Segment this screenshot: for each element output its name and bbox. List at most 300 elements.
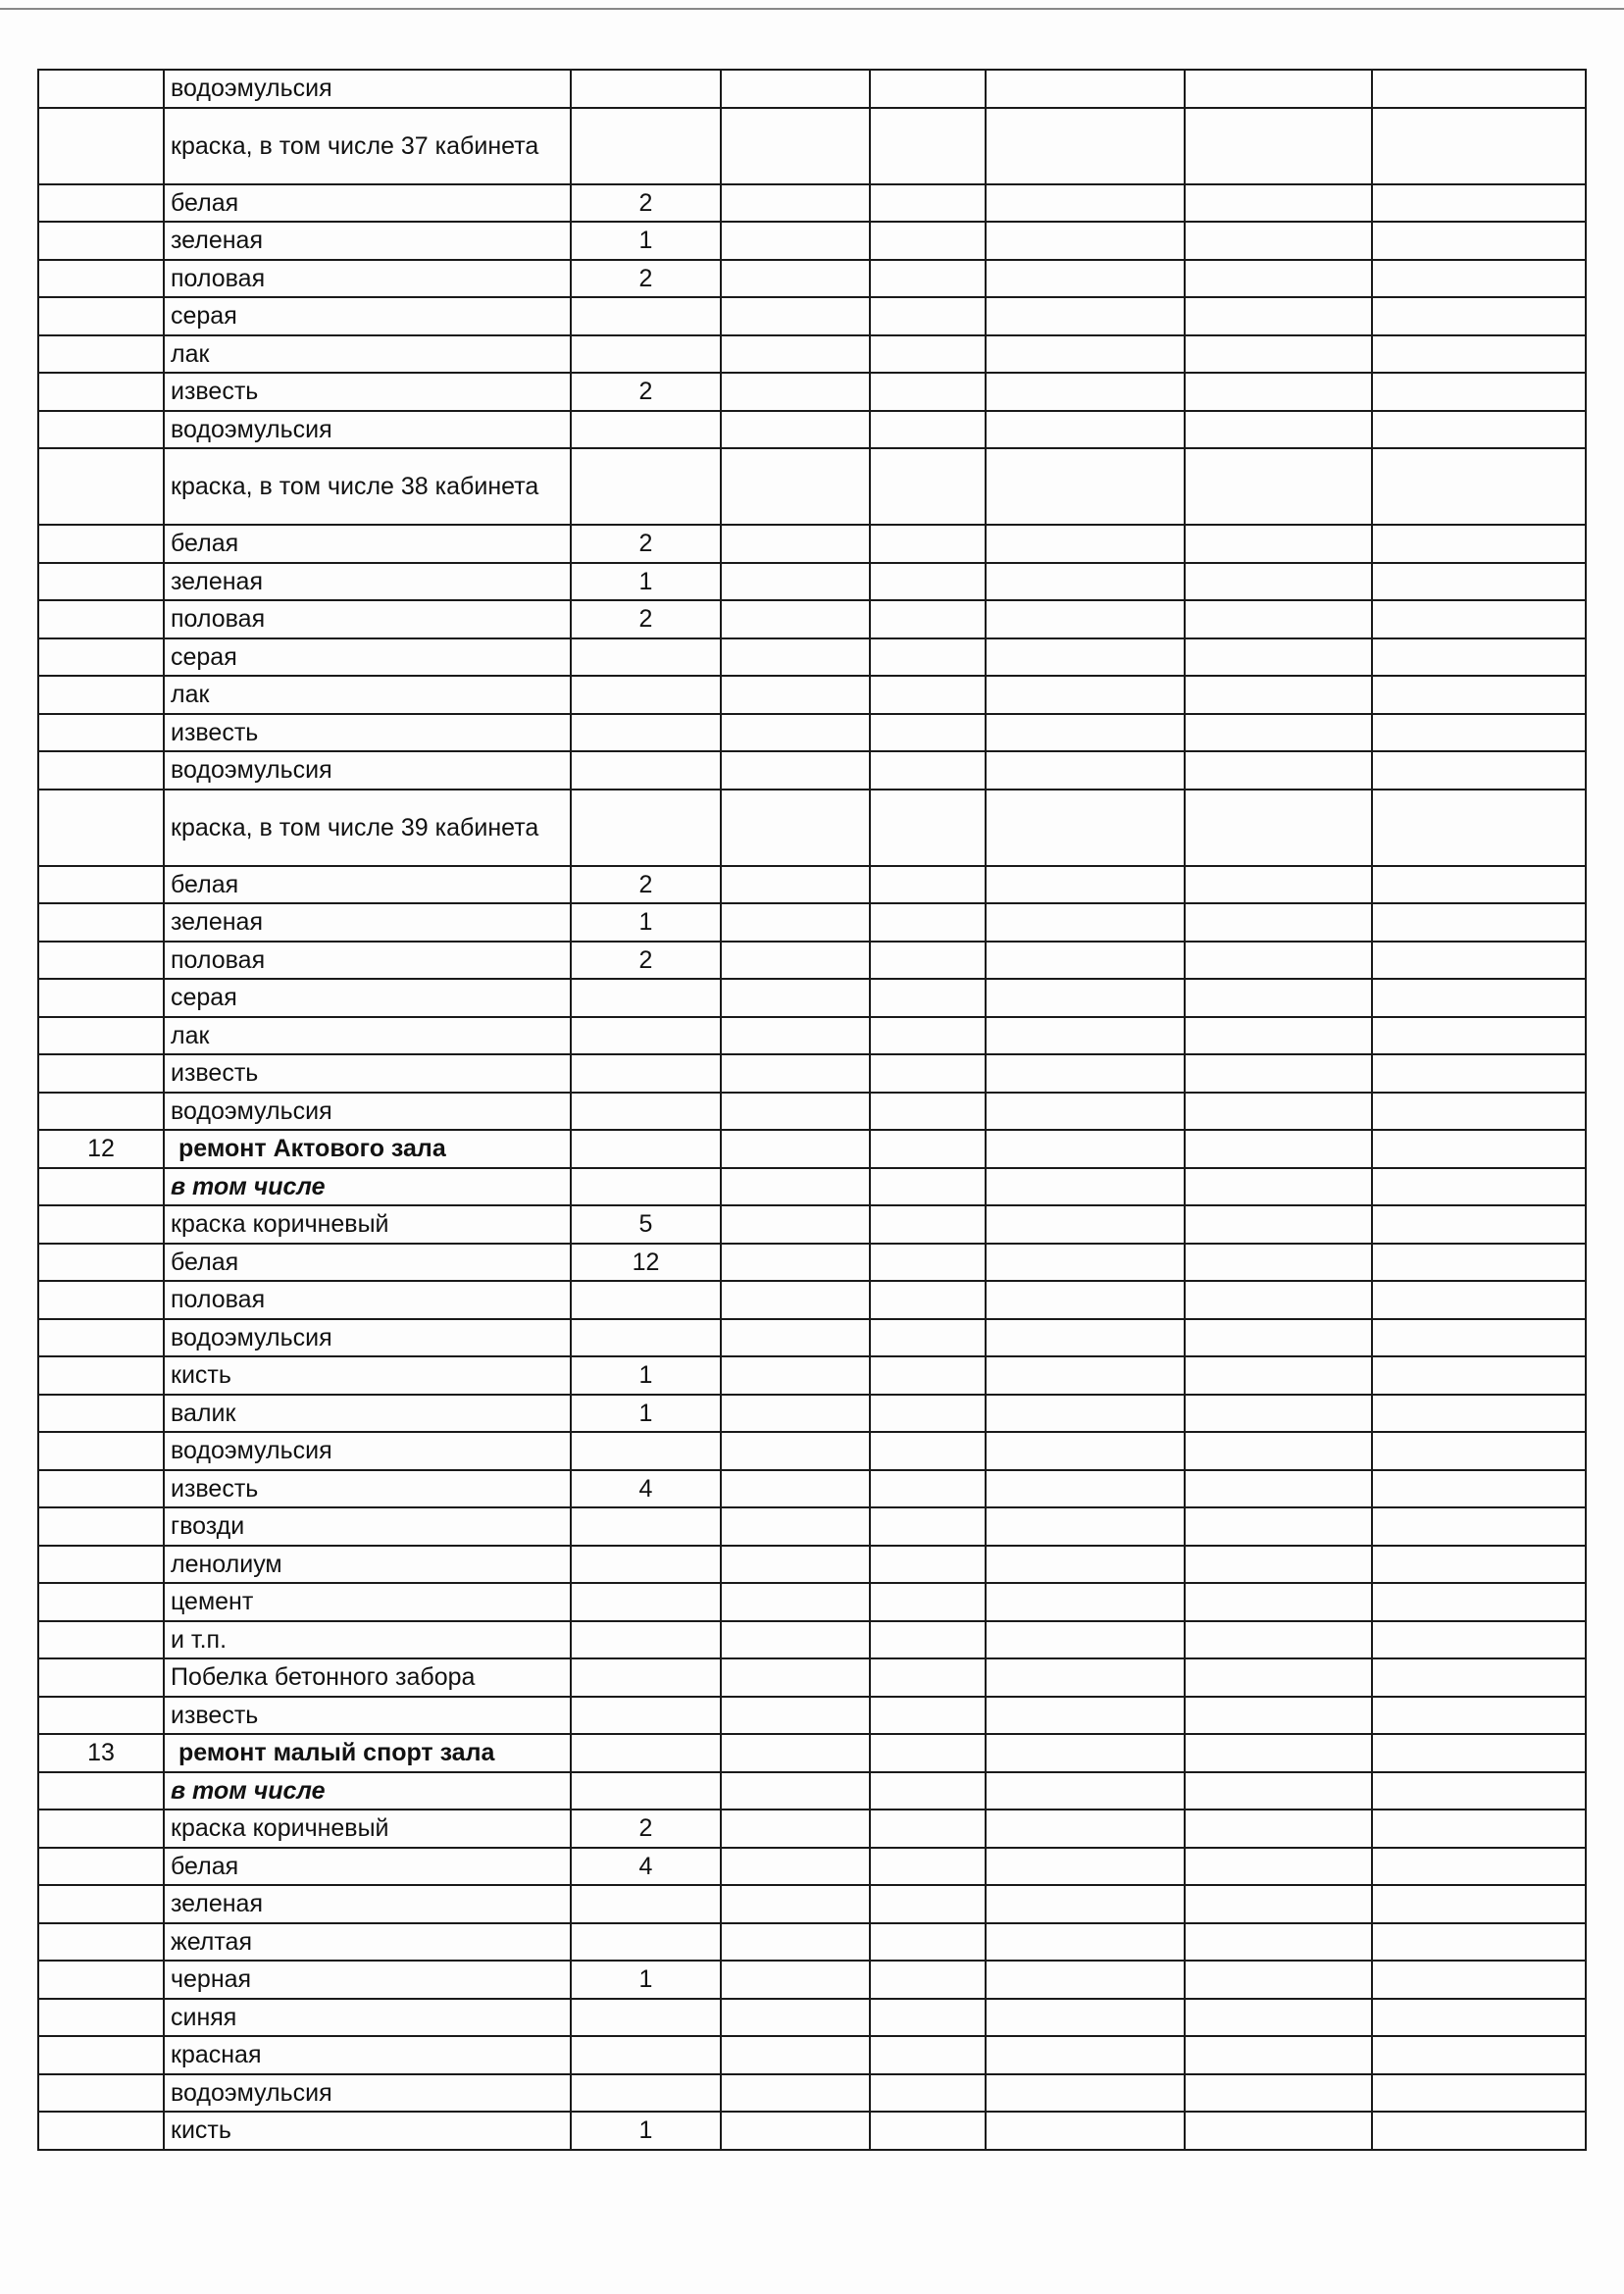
empty-cell — [986, 942, 1185, 980]
table-row — [38, 1432, 1586, 1470]
empty-cell — [1185, 184, 1372, 223]
empty-cell — [870, 373, 986, 411]
item-number-cell — [38, 335, 164, 374]
empty-cell — [1372, 903, 1586, 942]
quantity-cell — [571, 1054, 721, 1093]
quantity-cell — [571, 979, 721, 1017]
empty-cell — [1372, 1395, 1586, 1433]
item-number-cell — [38, 373, 164, 411]
table-row — [38, 1961, 1586, 1999]
table-row — [38, 335, 1586, 374]
item-number-cell — [38, 866, 164, 904]
empty-cell — [721, 1697, 870, 1735]
quantity-cell: 2 — [571, 866, 721, 904]
empty-cell — [1372, 1734, 1586, 1772]
item-name-cell: зеленая — [164, 903, 571, 942]
empty-cell — [721, 2074, 870, 2113]
empty-cell — [870, 600, 986, 638]
quantity-cell: 1 — [571, 222, 721, 260]
table-row — [38, 866, 1586, 904]
item-name-cell: ленолиум — [164, 1546, 571, 1584]
empty-cell — [1185, 1658, 1372, 1697]
empty-cell — [1185, 411, 1372, 449]
empty-cell — [1372, 1356, 1586, 1395]
empty-cell — [986, 1697, 1185, 1735]
empty-cell — [721, 790, 870, 866]
table-row — [38, 751, 1586, 790]
table-row — [38, 108, 1586, 184]
empty-cell — [870, 1961, 986, 1999]
table-row — [38, 638, 1586, 677]
empty-cell — [986, 1205, 1185, 1244]
item-number-cell — [38, 1054, 164, 1093]
quantity-cell: 1 — [571, 903, 721, 942]
empty-cell — [870, 1205, 986, 1244]
empty-cell — [721, 222, 870, 260]
quantity-cell: 1 — [571, 1395, 721, 1433]
empty-cell — [986, 1583, 1185, 1621]
quantity-cell — [571, 1621, 721, 1659]
empty-cell — [870, 563, 986, 601]
item-name-cell: известь — [164, 1470, 571, 1508]
empty-cell — [721, 638, 870, 677]
empty-cell — [721, 1093, 870, 1131]
item-name-cell: белая — [164, 1848, 571, 1886]
empty-cell — [721, 448, 870, 525]
empty-cell — [870, 1093, 986, 1131]
empty-cell — [721, 260, 870, 298]
empty-cell — [1372, 942, 1586, 980]
item-name-cell: серая — [164, 297, 571, 335]
empty-cell — [1372, 676, 1586, 714]
table-row — [38, 411, 1586, 449]
empty-cell — [870, 1017, 986, 1055]
empty-cell — [986, 2036, 1185, 2074]
empty-cell — [1372, 751, 1586, 790]
empty-cell — [721, 1734, 870, 1772]
quantity-cell — [571, 1658, 721, 1697]
item-name-cell: зеленая — [164, 1885, 571, 1923]
empty-cell — [1372, 1470, 1586, 1508]
item-name-cell: серая — [164, 979, 571, 1017]
empty-cell — [870, 1319, 986, 1357]
empty-cell — [986, 260, 1185, 298]
empty-cell — [1185, 1697, 1372, 1735]
empty-cell — [1372, 70, 1586, 108]
empty-cell — [721, 297, 870, 335]
empty-cell — [1185, 1244, 1372, 1282]
item-number-cell — [38, 1432, 164, 1470]
empty-cell — [870, 866, 986, 904]
item-number-cell — [38, 1168, 164, 1206]
empty-cell — [870, 1546, 986, 1584]
empty-cell — [986, 751, 1185, 790]
empty-cell — [1185, 600, 1372, 638]
table-row — [38, 1054, 1586, 1093]
item-name-cell: водоэмульсия — [164, 1093, 571, 1131]
empty-cell — [1372, 373, 1586, 411]
item-name-cell: краска коричневый — [164, 1205, 571, 1244]
empty-cell — [870, 1507, 986, 1546]
item-name-cell: водоэмульсия — [164, 70, 571, 108]
empty-cell — [1185, 1507, 1372, 1546]
item-number-cell — [38, 638, 164, 677]
empty-cell — [721, 979, 870, 1017]
empty-cell — [870, 1470, 986, 1508]
empty-cell — [1372, 1205, 1586, 1244]
table-row — [38, 903, 1586, 942]
item-number-cell — [38, 1697, 164, 1735]
item-name-cell: в том числе — [164, 1168, 571, 1206]
empty-cell — [1185, 260, 1372, 298]
table-row — [38, 1697, 1586, 1735]
item-name-cell: лак — [164, 676, 571, 714]
empty-cell — [870, 1810, 986, 1848]
empty-cell — [1185, 373, 1372, 411]
empty-cell — [1372, 600, 1586, 638]
empty-cell — [986, 1356, 1185, 1395]
item-number-cell — [38, 1319, 164, 1357]
item-number-cell — [38, 1923, 164, 1962]
table-row — [38, 1810, 1586, 1848]
item-number-cell — [38, 1546, 164, 1584]
empty-cell — [721, 942, 870, 980]
empty-cell — [1185, 714, 1372, 752]
item-name-cell: краска коричневый — [164, 1810, 571, 1848]
table-row — [38, 1583, 1586, 1621]
empty-cell — [1372, 1848, 1586, 1886]
quantity-cell — [571, 638, 721, 677]
quantity-cell — [571, 1772, 721, 1810]
empty-cell — [870, 1848, 986, 1886]
empty-cell — [870, 184, 986, 223]
empty-cell — [1372, 1658, 1586, 1697]
empty-cell — [870, 1281, 986, 1319]
empty-cell — [1185, 1810, 1372, 1848]
empty-cell — [870, 1658, 986, 1697]
empty-cell — [986, 866, 1185, 904]
item-name-cell: водоэмульсия — [164, 411, 571, 449]
item-name-cell: половая — [164, 1281, 571, 1319]
empty-cell — [721, 1848, 870, 1886]
empty-cell — [1372, 1961, 1586, 1999]
empty-cell — [721, 411, 870, 449]
empty-cell — [870, 1583, 986, 1621]
empty-cell — [721, 1621, 870, 1659]
empty-cell — [986, 1923, 1185, 1962]
quantity-cell — [571, 1885, 721, 1923]
quantity-cell — [571, 1583, 721, 1621]
item-name-cell: белая — [164, 525, 571, 563]
empty-cell — [986, 1281, 1185, 1319]
empty-cell — [1185, 1093, 1372, 1131]
empty-cell — [870, 979, 986, 1017]
empty-cell — [721, 600, 870, 638]
empty-cell — [721, 1961, 870, 1999]
empty-cell — [1372, 184, 1586, 223]
table-row — [38, 979, 1586, 1017]
item-name-cell: зеленая — [164, 222, 571, 260]
empty-cell — [721, 1168, 870, 1206]
item-name-cell: известь — [164, 373, 571, 411]
table-row — [38, 1621, 1586, 1659]
empty-cell — [986, 1734, 1185, 1772]
empty-cell — [870, 751, 986, 790]
item-name-cell: известь — [164, 714, 571, 752]
empty-cell — [1185, 1205, 1372, 1244]
empty-cell — [1372, 563, 1586, 601]
empty-cell — [1372, 2112, 1586, 2150]
empty-cell — [721, 1017, 870, 1055]
empty-cell — [1185, 638, 1372, 677]
item-name-cell: лак — [164, 1017, 571, 1055]
table-row — [38, 1356, 1586, 1395]
quantity-cell: 4 — [571, 1848, 721, 1886]
item-number-cell — [38, 260, 164, 298]
quantity-cell — [571, 790, 721, 866]
empty-cell — [1372, 2074, 1586, 2113]
empty-cell — [1372, 979, 1586, 1017]
item-name-cell: цемент — [164, 1583, 571, 1621]
empty-cell — [870, 1923, 986, 1962]
empty-cell — [870, 1054, 986, 1093]
quantity-cell — [571, 335, 721, 374]
empty-cell — [1372, 1507, 1586, 1546]
item-name-cell: водоэмульсия — [164, 751, 571, 790]
empty-cell — [986, 1961, 1185, 1999]
quantity-cell — [571, 1130, 721, 1168]
item-number-cell — [38, 70, 164, 108]
empty-cell — [870, 1885, 986, 1923]
item-name-cell: водоэмульсия — [164, 1432, 571, 1470]
table-row — [38, 1205, 1586, 1244]
empty-cell — [1372, 1621, 1586, 1659]
empty-cell — [870, 1130, 986, 1168]
empty-cell — [1372, 525, 1586, 563]
empty-cell — [721, 1658, 870, 1697]
empty-cell — [721, 2112, 870, 2150]
item-number-cell — [38, 751, 164, 790]
quantity-cell — [571, 1281, 721, 1319]
empty-cell — [986, 297, 1185, 335]
empty-cell — [1185, 866, 1372, 904]
empty-cell — [1185, 448, 1372, 525]
empty-cell — [1372, 714, 1586, 752]
empty-cell — [1185, 790, 1372, 866]
empty-cell — [1372, 335, 1586, 374]
empty-cell — [986, 1999, 1185, 2037]
quantity-cell — [571, 751, 721, 790]
table-row — [38, 1168, 1586, 1206]
empty-cell — [721, 1772, 870, 1810]
item-name-cell: краска, в том числе 37 кабинета — [164, 108, 571, 184]
empty-cell — [721, 1583, 870, 1621]
empty-cell — [870, 335, 986, 374]
table-row — [38, 70, 1586, 108]
empty-cell — [870, 1432, 986, 1470]
empty-cell — [721, 1810, 870, 1848]
empty-cell — [1185, 1734, 1372, 1772]
empty-cell — [721, 70, 870, 108]
item-name-cell: белая — [164, 184, 571, 223]
empty-cell — [1185, 297, 1372, 335]
empty-cell — [721, 1244, 870, 1282]
materials-table-body — [38, 70, 1586, 2150]
empty-cell — [986, 1093, 1185, 1131]
empty-cell — [986, 979, 1185, 1017]
item-name-cell: валик — [164, 1395, 571, 1433]
quantity-cell — [571, 1093, 721, 1131]
item-number-cell — [38, 1810, 164, 1848]
empty-cell — [1372, 1885, 1586, 1923]
item-name-cell: краска, в том числе 39 кабинета — [164, 790, 571, 866]
item-number-cell — [38, 1848, 164, 1886]
table-row — [38, 790, 1586, 866]
item-number-cell — [38, 1093, 164, 1131]
table-row — [38, 1093, 1586, 1131]
empty-cell — [870, 1356, 986, 1395]
empty-cell — [1185, 1470, 1372, 1508]
table-row — [38, 1999, 1586, 2037]
empty-cell — [870, 108, 986, 184]
item-name-cell: желтая — [164, 1923, 571, 1962]
item-name-cell: красная — [164, 2036, 571, 2074]
empty-cell — [1185, 1583, 1372, 1621]
item-name-cell: краска, в том числе 38 кабинета — [164, 448, 571, 525]
item-name-cell: лак — [164, 335, 571, 374]
empty-cell — [1185, 2112, 1372, 2150]
item-name-cell: известь — [164, 1054, 571, 1093]
item-number-cell — [38, 297, 164, 335]
empty-cell — [1185, 1395, 1372, 1433]
empty-cell — [870, 1772, 986, 1810]
empty-cell — [1185, 751, 1372, 790]
table-row — [38, 1017, 1586, 1055]
empty-cell — [986, 373, 1185, 411]
quantity-cell — [571, 1319, 721, 1357]
materials-table — [37, 69, 1587, 2151]
empty-cell — [1185, 1054, 1372, 1093]
item-number-cell — [38, 108, 164, 184]
empty-cell — [986, 714, 1185, 752]
empty-cell — [1372, 411, 1586, 449]
table-row — [38, 942, 1586, 980]
empty-cell — [870, 260, 986, 298]
empty-cell — [870, 714, 986, 752]
item-number-cell: 12 — [38, 1130, 164, 1168]
empty-cell — [870, 297, 986, 335]
empty-cell — [721, 866, 870, 904]
item-number-cell — [38, 903, 164, 942]
item-name-cell: черная — [164, 1961, 571, 1999]
empty-cell — [1185, 1999, 1372, 2037]
empty-cell — [870, 903, 986, 942]
empty-cell — [1372, 2036, 1586, 2074]
item-number-cell — [38, 1205, 164, 1244]
empty-cell — [1372, 222, 1586, 260]
empty-cell — [986, 1885, 1185, 1923]
empty-cell — [986, 184, 1185, 223]
quantity-cell: 2 — [571, 942, 721, 980]
table-row — [38, 525, 1586, 563]
item-number-cell — [38, 1621, 164, 1659]
item-name-cell: гвозди — [164, 1507, 571, 1546]
quantity-cell — [571, 1017, 721, 1055]
table-row — [38, 2036, 1586, 2074]
empty-cell — [721, 563, 870, 601]
empty-cell — [1185, 525, 1372, 563]
empty-cell — [870, 70, 986, 108]
item-number-cell — [38, 525, 164, 563]
empty-cell — [721, 1319, 870, 1357]
quantity-cell: 2 — [571, 373, 721, 411]
empty-cell — [1185, 2074, 1372, 2113]
table-row — [38, 297, 1586, 335]
empty-cell — [1185, 1848, 1372, 1886]
quantity-cell: 1 — [571, 1356, 721, 1395]
item-number-cell — [38, 411, 164, 449]
empty-cell — [721, 903, 870, 942]
item-number-cell — [38, 1470, 164, 1508]
empty-cell — [986, 1244, 1185, 1282]
item-number-cell — [38, 979, 164, 1017]
empty-cell — [986, 1507, 1185, 1546]
quantity-cell: 2 — [571, 260, 721, 298]
empty-cell — [986, 1168, 1185, 1206]
empty-cell — [1372, 1168, 1586, 1206]
empty-cell — [986, 600, 1185, 638]
empty-cell — [986, 563, 1185, 601]
empty-cell — [721, 335, 870, 374]
empty-cell — [870, 638, 986, 677]
empty-cell — [1185, 222, 1372, 260]
empty-cell — [986, 1395, 1185, 1433]
empty-cell — [721, 373, 870, 411]
quantity-cell: 12 — [571, 1244, 721, 1282]
empty-cell — [721, 1281, 870, 1319]
item-name-cell: известь — [164, 1697, 571, 1735]
empty-cell — [721, 1130, 870, 1168]
quantity-cell — [571, 70, 721, 108]
empty-cell — [1185, 1923, 1372, 1962]
empty-cell — [1185, 1130, 1372, 1168]
empty-cell — [986, 525, 1185, 563]
item-number-cell — [38, 1017, 164, 1055]
empty-cell — [986, 790, 1185, 866]
quantity-cell — [571, 1697, 721, 1735]
empty-cell — [870, 1168, 986, 1206]
item-name-cell: в том числе — [164, 1772, 571, 1810]
empty-cell — [870, 1999, 986, 2037]
quantity-cell — [571, 411, 721, 449]
empty-cell — [721, 1923, 870, 1962]
quantity-cell — [571, 2036, 721, 2074]
item-number-cell — [38, 2036, 164, 2074]
empty-cell — [721, 1432, 870, 1470]
item-name-cell: половая — [164, 600, 571, 638]
item-number-cell — [38, 1395, 164, 1433]
item-name-cell: серая — [164, 638, 571, 677]
empty-cell — [986, 1658, 1185, 1697]
empty-cell — [986, 1546, 1185, 1584]
item-number-cell — [38, 714, 164, 752]
quantity-cell — [571, 1432, 721, 1470]
empty-cell — [1372, 1281, 1586, 1319]
table-row — [38, 1772, 1586, 1810]
item-number-cell — [38, 448, 164, 525]
empty-cell — [1372, 866, 1586, 904]
item-number-cell — [38, 2112, 164, 2150]
